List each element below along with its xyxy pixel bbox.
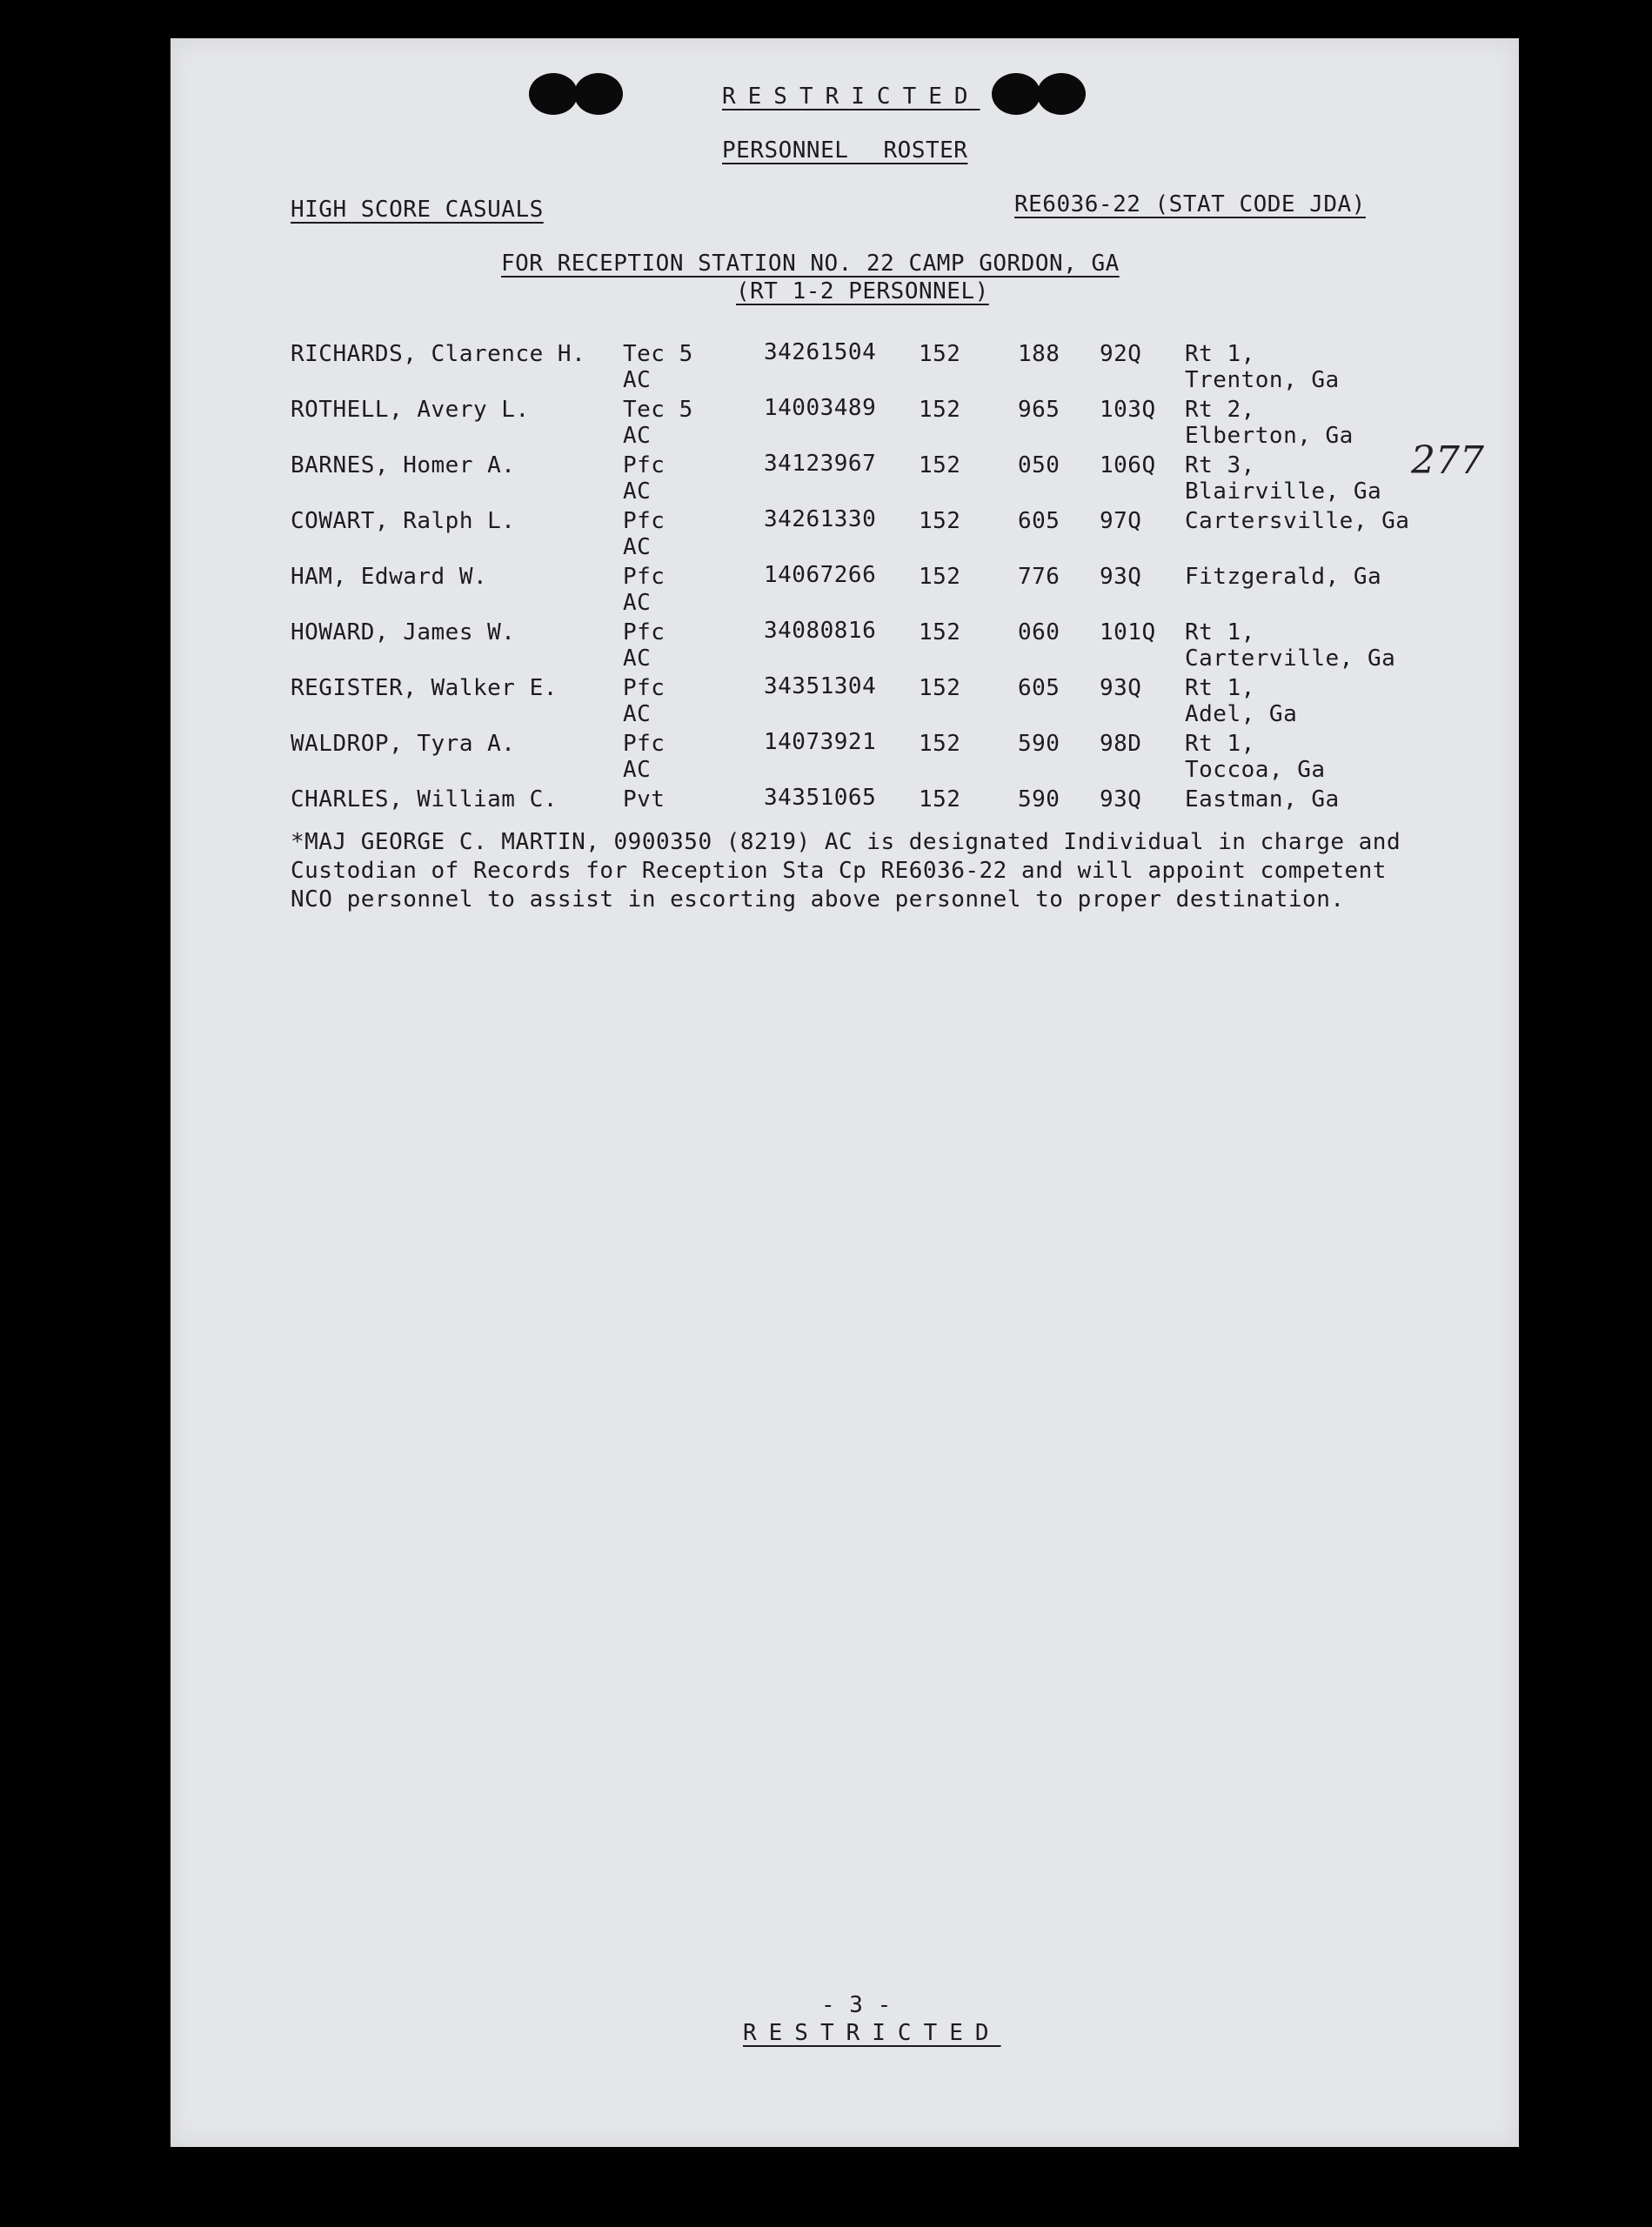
address-line-2: Trenton, Ga [1185, 367, 1340, 393]
soldier-grade: Pfc [623, 675, 665, 701]
serial-number: 14003489 [764, 395, 877, 421]
code-column-3: 97Q [1100, 508, 1142, 534]
table-row [171, 390, 1519, 449]
soldier-name: HAM, Edward W. [291, 564, 488, 590]
roster-code: RE6036-22 (STAT CODE JDA) [1014, 191, 1366, 217]
code-column-2: 050 [1018, 452, 1060, 478]
address-line-1: Rt 1, [1185, 341, 1255, 367]
soldier-grade: Pvt [623, 786, 665, 813]
custodian-note [291, 828, 1421, 914]
soldier-grade: Pfc [623, 619, 665, 645]
serial-number: 34123967 [764, 451, 877, 477]
code-column-1: 152 [919, 786, 961, 813]
soldier-branch: AC [623, 590, 652, 616]
code-column-1: 152 [919, 508, 961, 534]
classification-footer: RESTRICTED [743, 2020, 1001, 2046]
code-column-2: 590 [1018, 731, 1060, 757]
serial-number: 34261504 [764, 339, 877, 365]
address-line-1: Cartersville, Ga [1185, 508, 1410, 534]
redaction-blot [992, 73, 1040, 115]
soldier-branch: AC [623, 478, 652, 505]
soldier-name: COWART, Ralph L. [291, 508, 516, 534]
document-title: PERSONNEL ROSTER [722, 137, 968, 164]
redaction-blot [529, 73, 578, 115]
destination-line: FOR RECEPTION STATION NO. 22 CAMP GORDON, GA [501, 251, 1120, 277]
address-line-1: Fitzgerald, Ga [1185, 564, 1382, 590]
address-line-2: Elberton, Ga [1185, 423, 1354, 449]
soldier-name: CHARLES, William C. [291, 786, 558, 813]
address-line-1: Rt 1, [1185, 731, 1255, 757]
code-column-3: 98D [1100, 731, 1142, 757]
table-row [171, 668, 1519, 727]
address-line-2: Blairville, Ga [1185, 478, 1382, 505]
marginal-page-number: 277 [1411, 438, 1484, 483]
code-column-1: 152 [919, 675, 961, 701]
soldier-branch: AC [623, 534, 652, 560]
code-column-2: 776 [1018, 564, 1060, 590]
soldier-grade: Pfc [623, 564, 665, 590]
address-line-1: Rt 1, [1185, 675, 1255, 701]
code-column-1: 152 [919, 619, 961, 645]
serial-number: 34261330 [764, 506, 877, 532]
code-column-3: 92Q [1100, 341, 1142, 367]
code-column-3: 103Q [1100, 397, 1156, 423]
classification-header: RESTRICTED [722, 84, 980, 110]
soldier-grade: Tec 5 [623, 341, 693, 367]
table-row [171, 724, 1519, 783]
address-line-2: Adel, Ga [1185, 701, 1298, 727]
table-row [171, 445, 1519, 505]
soldier-name: REGISTER, Walker E. [291, 675, 558, 701]
code-column-2: 060 [1018, 619, 1060, 645]
code-column-2: 605 [1018, 508, 1060, 534]
code-column-2: 188 [1018, 341, 1060, 367]
subgroup-line: (RT 1-2 PERSONNEL) [736, 278, 989, 304]
table-row [171, 501, 1519, 560]
redaction-blot [574, 73, 623, 115]
code-column-1: 152 [919, 397, 961, 423]
address-line-2: Carterville, Ga [1185, 645, 1396, 672]
page-number: - 3 - [821, 1992, 892, 2018]
code-column-1: 152 [919, 564, 961, 590]
code-column-3: 101Q [1100, 619, 1156, 645]
table-row [171, 779, 1519, 835]
soldier-branch: AC [623, 757, 652, 783]
note-line: *MAJ GEORGE C. MARTIN, 0900350 (8219) AC is designated Individual in charge and [291, 829, 1401, 855]
soldier-name: ROTHELL, Avery L. [291, 397, 530, 423]
code-column-2: 605 [1018, 675, 1060, 701]
address-line-1: Eastman, Ga [1185, 786, 1340, 813]
address-line-1: Rt 1, [1185, 619, 1255, 645]
soldier-name: WALDROP, Tyra A. [291, 731, 516, 757]
soldier-name: RICHARDS, Clarence H. [291, 341, 586, 367]
code-column-3: 93Q [1100, 786, 1142, 813]
code-column-3: 93Q [1100, 675, 1142, 701]
serial-number: 34080816 [764, 618, 877, 644]
table-row [171, 334, 1519, 393]
address-line-1: Rt 2, [1185, 397, 1255, 423]
serial-number: 14073921 [764, 729, 877, 755]
code-column-2: 590 [1018, 786, 1060, 813]
serial-number: 34351304 [764, 673, 877, 699]
soldier-name: HOWARD, James W. [291, 619, 516, 645]
table-row [171, 557, 1519, 616]
group-label: HIGH SCORE CASUALS [291, 197, 544, 223]
code-column-1: 152 [919, 341, 961, 367]
redaction-blot [1037, 73, 1086, 115]
soldier-branch: AC [623, 423, 652, 449]
note-line: Custodian of Records for Reception Sta Cp RE6036-22 and will appoint competent [291, 858, 1387, 884]
soldier-branch: AC [623, 367, 652, 393]
note-line: NCO personnel to assist in escorting above personnel to proper destination. [291, 886, 1345, 913]
soldier-grade: Pfc [623, 731, 665, 757]
document-page [171, 38, 1519, 2147]
address-line-1: Rt 3, [1185, 452, 1255, 478]
table-row [171, 612, 1519, 672]
address-line-2: Toccoa, Ga [1185, 757, 1326, 783]
code-column-1: 152 [919, 731, 961, 757]
soldier-grade: Pfc [623, 452, 665, 478]
serial-number: 14067266 [764, 562, 877, 588]
code-column-3: 106Q [1100, 452, 1156, 478]
code-column-2: 965 [1018, 397, 1060, 423]
serial-number: 34351065 [764, 785, 877, 811]
soldier-name: BARNES, Homer A. [291, 452, 516, 478]
soldier-grade: Tec 5 [623, 397, 693, 423]
soldier-branch: AC [623, 645, 652, 672]
soldier-branch: AC [623, 701, 652, 727]
code-column-1: 152 [919, 452, 961, 478]
soldier-grade: Pfc [623, 508, 665, 534]
code-column-3: 93Q [1100, 564, 1142, 590]
